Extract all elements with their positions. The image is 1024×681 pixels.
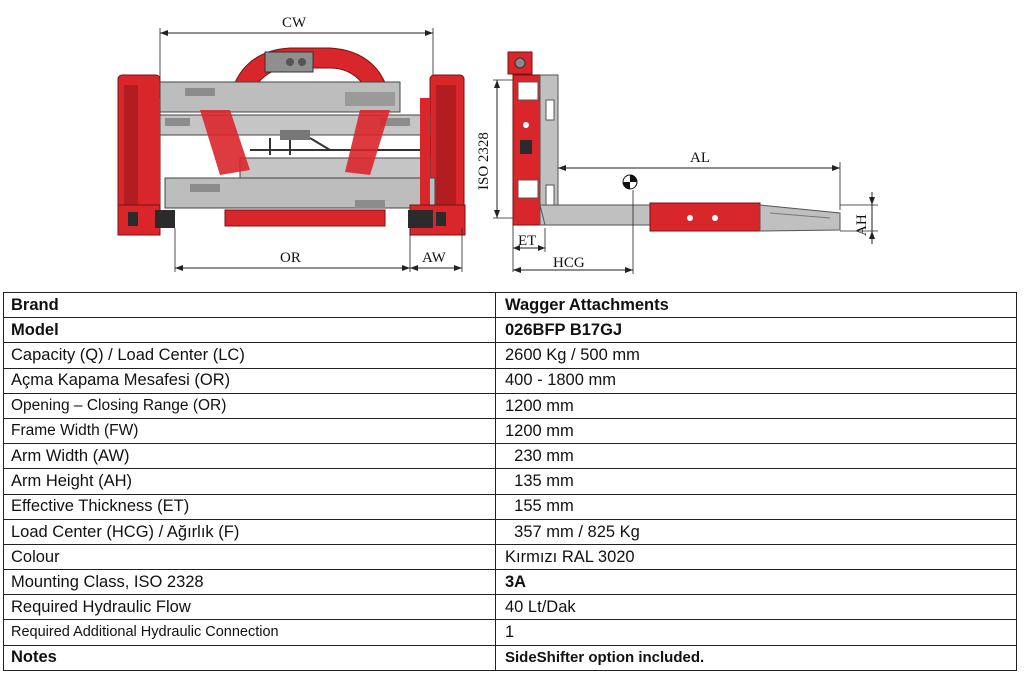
row-value: Wagger Attachments xyxy=(496,293,1017,318)
table-row xyxy=(4,318,1017,343)
table-row xyxy=(4,368,1017,393)
row-label: Frame Width (FW) xyxy=(4,418,496,443)
row-value: 3A xyxy=(496,570,1017,595)
al-label: AL xyxy=(690,150,710,166)
row-label: Model xyxy=(4,318,496,343)
hcg-label: HCG xyxy=(553,255,585,271)
spec-table xyxy=(3,292,1017,671)
side-view xyxy=(476,52,878,274)
front-view xyxy=(118,15,465,272)
table-row xyxy=(4,293,1017,318)
row-label: Brand xyxy=(4,293,496,318)
row-value: 1200 mm xyxy=(496,418,1017,443)
table-row xyxy=(4,444,1017,469)
technical-drawing xyxy=(0,0,1024,290)
row-label: Load Center (HCG) / Ağırlık (F) xyxy=(4,519,496,544)
row-label: Notes xyxy=(4,645,496,670)
iso-label: ISO 2328 xyxy=(476,132,492,190)
row-value: Kırmızı RAL 3020 xyxy=(496,544,1017,569)
table-row xyxy=(4,494,1017,519)
table-row xyxy=(4,645,1017,670)
ah-label: AH xyxy=(854,214,870,236)
or-label: OR xyxy=(280,250,301,266)
table-row xyxy=(4,570,1017,595)
row-label: Arm Height (AH) xyxy=(4,469,496,494)
et-label: ET xyxy=(518,233,537,249)
row-label: Mounting Class, ISO 2328 xyxy=(4,570,496,595)
row-value: 357 mm / 825 Kg xyxy=(496,519,1017,544)
row-label: Required Hydraulic Flow xyxy=(4,595,496,620)
row-value: 400 - 1800 mm xyxy=(496,368,1017,393)
row-value: 230 mm xyxy=(496,444,1017,469)
table-row xyxy=(4,595,1017,620)
table-row xyxy=(4,519,1017,544)
aw-label: AW xyxy=(422,250,446,266)
table-row xyxy=(4,343,1017,368)
table-row xyxy=(4,544,1017,569)
row-value: SideShifter option included. xyxy=(496,645,1017,670)
row-value: 1200 mm xyxy=(496,393,1017,418)
table-row xyxy=(4,418,1017,443)
table-row xyxy=(4,620,1017,645)
row-value: 1 xyxy=(496,620,1017,645)
row-value: 155 mm xyxy=(496,494,1017,519)
row-label: Effective Thickness (ET) xyxy=(4,494,496,519)
row-label: Capacity (Q) / Load Center (LC) xyxy=(4,343,496,368)
row-value: 135 mm xyxy=(496,469,1017,494)
row-label: Required Additional Hydraulic Connection xyxy=(4,620,496,645)
row-label: Arm Width (AW) xyxy=(4,444,496,469)
row-value: 026BFP B17GJ xyxy=(496,318,1017,343)
table-row xyxy=(4,469,1017,494)
row-value: 40 Lt/Dak xyxy=(496,595,1017,620)
row-label: Colour xyxy=(4,544,496,569)
row-value: 2600 Kg / 500 mm xyxy=(496,343,1017,368)
row-label: Opening – Closing Range (OR) xyxy=(4,393,496,418)
table-row xyxy=(4,393,1017,418)
row-label: Açma Kapama Mesafesi (OR) xyxy=(4,368,496,393)
cw-label: CW xyxy=(282,15,307,31)
